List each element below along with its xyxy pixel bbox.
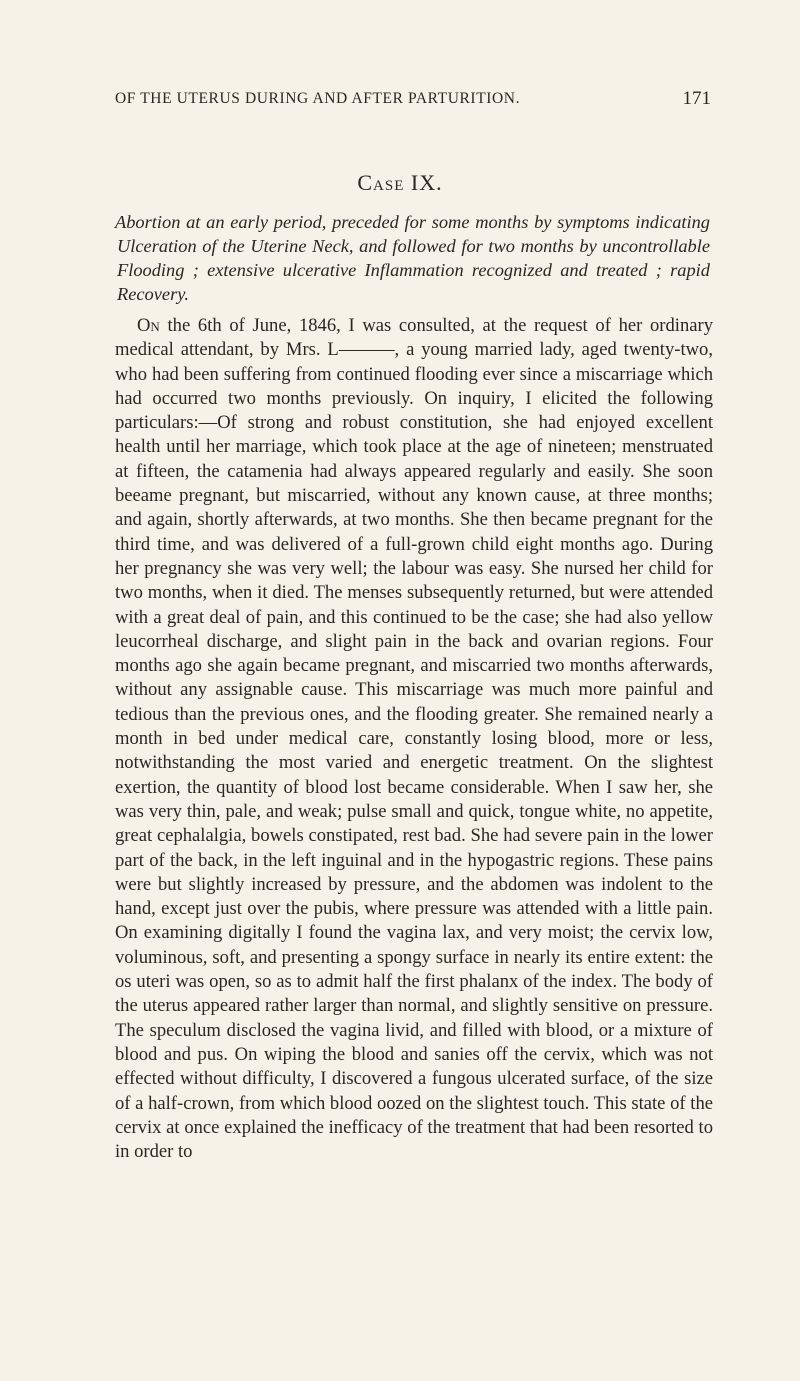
case-body bbox=[115, 314, 713, 1164]
running-title: OF THE UTERUS DURING AND AFTER PARTURITION. bbox=[115, 90, 521, 107]
opening-word: On bbox=[137, 315, 160, 336]
running-header bbox=[115, 90, 711, 114]
case-title: Case IX. bbox=[357, 170, 443, 195]
page-number: 171 bbox=[682, 88, 711, 109]
case-body-text: the 6th of June, 1846, I was consulted, at the request of her ordinary medical attendant, by Mrs. L———, a young married lady, aged twenty-two, who had been suffering from continued flooding ever since a miscarriage which had occurred two months previously. On inquiry, I elicited the following particulars:—Of strong and robust constitution, she had enjoyed excellent health until her marriage, which took place at the age of nineteen; menstruated at fifteen, the catamenia had always appeared regularly and easily. She soon beeame pregnant, but miscarried, without any known cause, at three months; and again, shortly afterwards, at two months. She then became pregnant for the third time, and was delivered of a full-grown child eight months ago. During her pregnancy she was very well; the labour was easy. She nursed her child for two months, when it died. The menses subsequently returned, but were attended with a great deal of pain, and this continued to be the case; she had also yellow leucorrheal discharge, and slight pain in the back and ovarian regions. Four months ago she again became pregnant, and miscarried two months afterwards, without any assignable cause. This miscarriage was much more painful and tedious than the previous ones, and the flooding greater. She remained nearly a month in bed under medical care, constantly losing blood, more or less, notwithstanding the most varied and energetic treatment. On the slightest exertion, the quantity of blood lost became considerable. When I saw her, she was very thin, pale, and weak; pulse small and quick, tongue white, no appetite, great cephalalgia, bowels constipated, rest bad. She had severe pain in the lower part of the back, in the left inguinal and in the hypogastric regions. These pains were but slightly increased by pressure, and the abdomen was indolent to the hand, except just over the pubis, where pressure was attended with a little pain. On examining digitally I found the vagina lax, and very moist; the cervix low, voluminous, soft, and presenting a spongy surface in nearly its entire extent: the os uteri was open, so as to admit half the first phalanx of the index. The body of the uterus appeared rather larger than normal, and slightly sensitive on pressure. The speculum disclosed the vagina livid, and filled with blood, or a mixture of blood and pus. On wiping the blood and sanies off the cervix, which was not effected without difficulty, I discovered a fungous ulcerated surface, of the size of a half-crown, from which blood oozed on the slightest touch. This state of the cervix at once explained the inefficacy of the treatment that had been resorted to in order to bbox=[115, 315, 713, 1163]
case-summary: Abortion at an early period, preceded for some months by symptoms indicating Ulceration of the Uterine Neck, and followed for two months by uncontrollable Flooding ; extensive ulcerative Inflammation recognized and treated ; rapid Recovery. bbox=[115, 212, 710, 304]
